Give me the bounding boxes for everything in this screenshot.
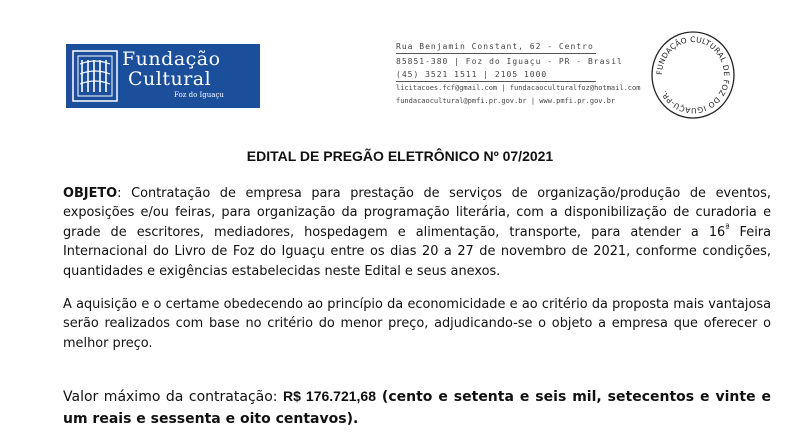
objeto-ordinal: ª: [725, 223, 730, 234]
objeto-text: : Contratação de empresa para prestação de serviços de organização/produção de eventos, exposições e/ou feiras, para organização da programação literária, com a disponibilização de curadoria e grade de escritores, mediadores, hospedagem e alimentação, transporte, para atender a 16: [63, 186, 771, 240]
logo-title-line2: Cultural: [128, 68, 212, 90]
economicidade-paragraph: A aquisição e o certame obedecendo ao princípio da economicidade e ao critério da proposta mais vantajosa serão realizados com base no critério do menor preço, adjudicando-se o objeto a empresa que oferecer o melhor preço.: [63, 297, 771, 351]
valor-label: Valor máximo da contratação: [63, 389, 273, 405]
valor-extenso: (cento e setenta e seis mil, setecentos e vinte e um reais e sessenta e oito centavos).: [63, 389, 772, 427]
valor-paragraph: Valor máximo da contratação: R$ 176.721,68 (cento e setenta e seis mil, setecentos e vinte e um reais e sessenta e oito centavos).: [63, 388, 772, 427]
valor-amount: R$ 176.721,68: [283, 388, 376, 404]
contact-address: Rua Benjamin Constant, 62 - Centro: [396, 42, 594, 51]
fundacao-cultural-logo: [66, 44, 260, 108]
objeto-text-continued: Feira Internacional do Livro de Foz do Iguaçu entre os dias 20 a 27 de novembro de 2021, conforme condições, quantidades e exigências estabelecidas neste Edital e seus anexos.: [63, 224, 771, 279]
logo-subtitle: Foz do Iguaçu: [174, 91, 224, 99]
contact-emails: licitacoes.fcf@gmail.com | fundacaoculturalfoz@hotmail.com: [396, 84, 641, 92]
contact-cep-city: 85851-380 | Foz do Iguaçu - PR - Brasil: [396, 57, 623, 66]
fundacao-emblem-icon: [72, 50, 118, 102]
objeto-label: OBJETO: [63, 186, 118, 201]
contact-phones: (45) 3521 1511 | 2105 1000: [396, 70, 548, 79]
official-stamp-icon: [650, 30, 736, 120]
document-title: EDITAL DE PREGÃO ELETRÔNICO Nº 07/2021: [246, 148, 554, 164]
letterhead: [0, 0, 800, 135]
logo-title-line1: Fundação: [122, 48, 221, 70]
svg-text:FUNDAÇÃO CULTURAL DE FOZ DO IG: [655, 35, 731, 115]
objeto-paragraph: [63, 184, 771, 281]
stamp-text: FUNDAÇÃO CULTURAL DE FOZ DO IGUAÇU-PR.: [654, 34, 732, 116]
contact-divider: [396, 81, 596, 82]
contact-sites: fundacaocultural@pmfi.pr.gov.br | www.pmfi.pr.gov.br: [396, 97, 616, 105]
contact-divider: [396, 53, 596, 54]
